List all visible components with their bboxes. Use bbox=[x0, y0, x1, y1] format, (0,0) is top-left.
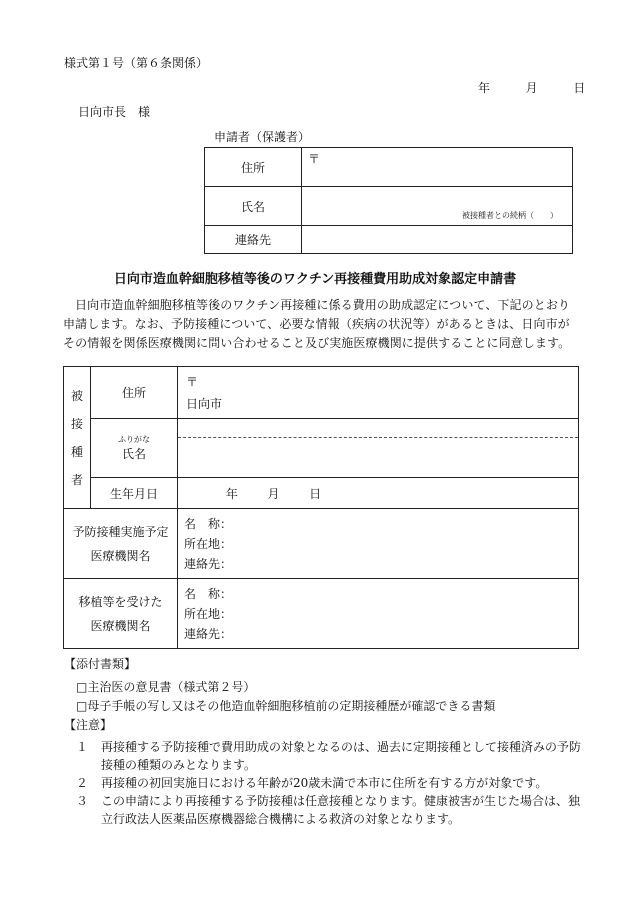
recipient-address-label: 住所 bbox=[91, 367, 178, 419]
applicant-name-label: 氏名 bbox=[205, 187, 302, 226]
furigana-divider bbox=[178, 437, 578, 438]
birth-label: 生年月日 bbox=[91, 478, 178, 509]
transplant-facility-name: 名 称： bbox=[184, 586, 233, 601]
recipient-name-field[interactable] bbox=[178, 419, 579, 478]
birth-month: 月 bbox=[267, 486, 280, 501]
applicant-contact-field[interactable] bbox=[302, 226, 573, 254]
note-number: １ bbox=[76, 740, 89, 754]
birth-field[interactable] bbox=[178, 478, 579, 509]
transplant-facility-label-line: 医療機関名 bbox=[90, 618, 151, 633]
transplant-facility-contact: 連絡先： bbox=[184, 626, 233, 641]
attachments-heading: 【添付書類】 bbox=[64, 657, 137, 671]
date-year: 年 bbox=[478, 81, 491, 95]
form-title: 日向市造血幹細胞移植等後のワクチン再接種費用助成対象認定申請書 bbox=[113, 272, 517, 287]
transplant-facility-label bbox=[64, 579, 178, 649]
addressee: 日向市長 様 bbox=[78, 105, 151, 119]
attachment-item[interactable]: □主治医の意見書（様式第２号） bbox=[76, 680, 256, 694]
recipient-postal-mark: 〒 bbox=[186, 374, 199, 389]
furigana-label: ふりがな bbox=[118, 435, 150, 444]
relation-text: 被接種者との続柄（ ） bbox=[462, 211, 558, 220]
note-item bbox=[76, 738, 581, 774]
date-day: 日 bbox=[573, 81, 586, 95]
note-item bbox=[76, 792, 581, 828]
applicant-table bbox=[204, 147, 573, 254]
vertical-char: 接 bbox=[70, 416, 83, 431]
recipient-address-field[interactable] bbox=[178, 367, 579, 419]
recipient-name-label: 氏名 bbox=[121, 447, 146, 461]
date-month: 月 bbox=[525, 81, 538, 95]
note-number: ２ bbox=[76, 776, 89, 790]
date-line bbox=[478, 79, 585, 96]
applicant-address-label: 住所 bbox=[205, 148, 302, 187]
applicant-section-label: 申請者（保護者） bbox=[214, 130, 311, 144]
planned-facility-name: 名 称： bbox=[184, 516, 233, 531]
form-number: 様式第１号（第６条関係） bbox=[64, 56, 209, 70]
recipient-vertical-label bbox=[64, 367, 91, 509]
applicant-name-field[interactable] bbox=[302, 187, 573, 226]
planned-facility-label-line: 医療機関名 bbox=[90, 548, 151, 563]
planned-facility-location: 所在地： bbox=[184, 536, 233, 551]
birth-day: 日 bbox=[309, 486, 322, 501]
note-number: ３ bbox=[76, 794, 89, 808]
planned-facility-contact: 連絡先： bbox=[184, 556, 233, 571]
main-table bbox=[63, 366, 579, 649]
transplant-facility-label-line: 移植等を受けた bbox=[78, 594, 163, 609]
vertical-char: 種 bbox=[70, 444, 83, 459]
postal-mark: 〒 bbox=[308, 152, 321, 166]
vertical-char: 者 bbox=[70, 472, 83, 487]
note-text: この申請により再接種する予防接種は任意接種となります。健康被害が生じた場合は、独立行政法人医薬品医療機器総合機構による救済の対象となります。 bbox=[101, 794, 581, 826]
note-text: 再接種する予防接種で費用助成の対象となるのは、過去に定期接種として接種済みの予防接種の種類のみとなります。 bbox=[101, 740, 582, 772]
note-text: 再接種の初回実施日における年齢が20歳未満で本市に住所を有する方が対象です。 bbox=[101, 776, 548, 790]
birth-year: 年 bbox=[225, 486, 238, 501]
note-item bbox=[76, 774, 581, 792]
recipient-name-label-cell bbox=[91, 419, 178, 478]
planned-facility-label-line: 予防接種実施予定 bbox=[72, 524, 169, 539]
vertical-char: 被 bbox=[70, 388, 83, 403]
recipient-city: 日向市 bbox=[186, 396, 223, 411]
planned-facility-label bbox=[64, 509, 178, 579]
notes-heading: 【注意】 bbox=[64, 718, 113, 732]
applicant-address-field[interactable] bbox=[302, 148, 573, 187]
applicant-contact-label: 連絡先 bbox=[205, 226, 302, 254]
planned-facility-field[interactable] bbox=[178, 509, 579, 579]
transplant-facility-field[interactable] bbox=[178, 579, 579, 649]
transplant-facility-location: 所在地： bbox=[184, 606, 233, 621]
intro-paragraph: 日向市造血幹細胞移植等後のワクチン再接種に係る費用の助成認定について、下記のとおり申請します。なお、予防接種について、必要な情報（疾病の状況等）があるときは、日向市がその情報を関係医療機関に問い合わせること及び実施医療機関に提供することに同意します。 bbox=[63, 298, 571, 350]
attachment-item[interactable]: □母子手帳の写し又はその他造血幹細胞移植前の定期接種歴が確認できる書類 bbox=[76, 699, 496, 713]
